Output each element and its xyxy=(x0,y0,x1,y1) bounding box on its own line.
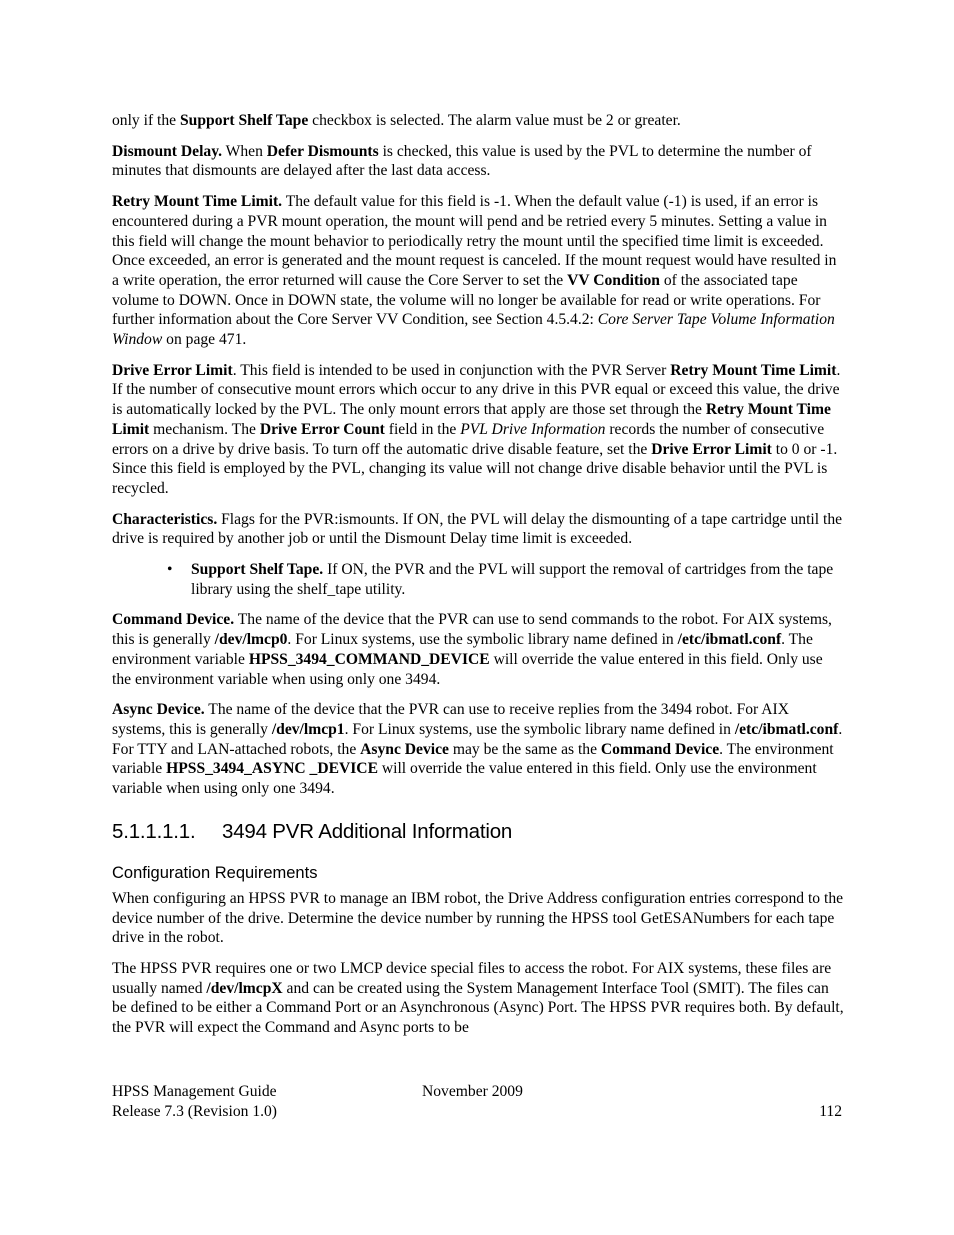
document-body xyxy=(112,111,845,1049)
paragraph-dismount-delay: Dismount Delay. When Defer Dismounts is checked, this value is used by the PVL to determine the number of minutes that dismounts are delayed after the last data access. xyxy=(112,142,812,180)
section-heading xyxy=(112,819,845,845)
paragraph-config-2: The HPSS PVR requires one or two LMCP device special files to access the robot. For AIX systems, these files are usually named /dev/lmcpX and can be created using the System Management Interface Tool (SMIT). The files can be defined to be either a Command Port or an Asynchronous (Async) Port. The HPSS PVR requires both. By default, the PVR will expect the Command and Async ports to be xyxy=(112,959,844,1037)
footer-release: Release 7.3 (Revision 1.0) xyxy=(112,1103,277,1120)
section-number: 5.1.1.1.1. xyxy=(112,819,196,843)
paragraph-config-1: When configuring an HPSS PVR to manage an IBM robot, the Drive Address configuration entries correspond to the device number of the drive. Determine the device number by running the HPSS tool GetESANumbers for each tape drive in the robot. xyxy=(112,889,844,947)
footer-date: November 2009 xyxy=(422,1083,523,1100)
list-item-support-shelf-tape: • Support Shelf Tape. If ON, the PVR and the PVL will support the removal of cartridges from the tape library using the shelf_tape utility. xyxy=(191,560,845,599)
paragraph-async-device: Async Device. The name of the device that the PVR can use to receive replies from the 3494 robot. For AIX systems, this is generally /dev/lmcp1. For Linux systems, use the symbolic library name defined in /etc/ibmatl.conf. For TTY and LAN-attached robots, the Async Device may be the same as the Command Device. The environment variable HPSS_3494_ASYNC _DEVICE will override the value entered in this field. Only use the environment variable when using only one 3494. xyxy=(112,701,843,798)
page-footer xyxy=(112,1082,842,1122)
paragraph-support-shelf-continuation: only if the Support Shelf Tape checkbox is selected. The alarm value must be 2 or greater. xyxy=(112,112,681,129)
characteristics-list xyxy=(112,560,845,599)
paragraph-command-device: Command Device. The name of the device that the PVR can use to send commands to the robot. For AIX systems, this is generally /dev/lmcp0. For Linux systems, use the symbolic library name defined in /etc/ibmatl.conf. The environment variable HPSS_3494_COMMAND_DEVICE will override the value entered in this field. Only use the environment variable when using only one 3494. xyxy=(112,611,832,688)
section-reference: Core Server Tape Volume Information Window xyxy=(112,311,835,349)
footer-page-number: 112 xyxy=(819,1103,842,1120)
footer-guide-title: HPSS Management Guide xyxy=(112,1083,277,1100)
paragraph-drive-error-limit: Drive Error Limit. This field is intended to be used in conjunction with the PVR Server Retry Mount Time Limit. If the number of consecutive mount errors which occur to any drive in this PVR equal or exceed this value, the drive is automatically locked by the PVL. The only mount errors that apply are those set through the Retry Mount Time Limit mechanism. The Drive Error Count field in the PVL Drive Information records the number of consecutive errors on a drive by drive basis. To turn off the automatic drive disable feature, set the Drive Error Limit to 0 or -1. Since this field is employed by the PVL, changing its value will not change drive disable behavior until the PVL is recycled. xyxy=(112,361,841,497)
section-title: 3494 PVR Additional Information xyxy=(222,819,513,843)
paragraph-retry-mount-time-limit: Retry Mount Time Limit. The default value for this field is -1. When the default value (-1) is used, if an error is encountered during a PVR mount operation, the mount will pend and be retried every 5 minutes. Setting a value in this field will change the mount behavior to periodically retry the mount until the specified time limit is exceeded. Once exceeded, an error is generated and the mount request is canceled. If the mount request would have resulted in a write operation, the error returned will cause the Core Server to set the VV Condition of the associated tape volume to DOWN. Once in DOWN state, the volume will no longer be available for read or write operations. For further information about the Core Server VV Condition, see Section 4.5.4.2: Core Server Tape Volume Information Window on page 471. xyxy=(112,193,837,349)
paragraph-characteristics: Characteristics. Flags for the PVR:ismounts. If ON, the PVL will delay the dismounting of a tape cartridge until the drive is required by another job or until the Dismount Delay time limit is exceeded. xyxy=(112,510,843,548)
subsection-heading: Configuration Requirements xyxy=(112,863,318,882)
